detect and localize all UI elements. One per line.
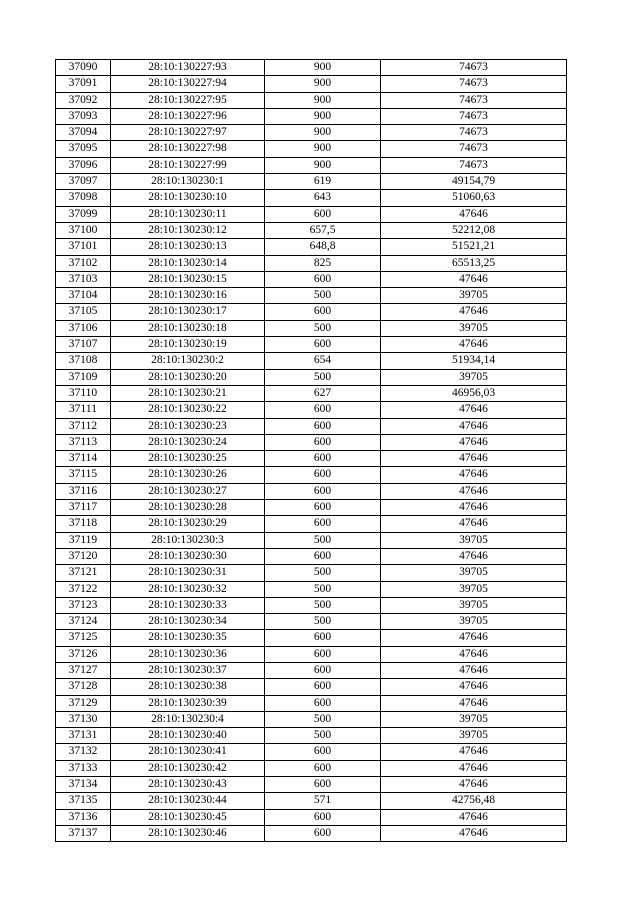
value-cell: 74673 — [381, 141, 567, 157]
area-cell: 600 — [265, 500, 381, 516]
row-number-cell: 37099 — [56, 206, 111, 222]
area-cell: 648,8 — [265, 239, 381, 255]
table-row — [56, 581, 567, 597]
value-cell: 47646 — [381, 744, 567, 760]
cadastral-number-cell: 28:10:130230:11 — [111, 206, 265, 222]
area-cell: 657,5 — [265, 222, 381, 238]
value-cell: 51934,14 — [381, 353, 567, 369]
table-row — [56, 646, 567, 662]
value-cell: 74673 — [381, 157, 567, 173]
area-cell: 900 — [265, 157, 381, 173]
value-cell: 65513,25 — [381, 255, 567, 271]
value-cell: 39705 — [381, 288, 567, 304]
table-row — [56, 337, 567, 353]
table-row — [56, 125, 567, 141]
row-number-cell: 37091 — [56, 76, 111, 92]
table-row — [56, 679, 567, 695]
value-cell: 74673 — [381, 108, 567, 124]
table-row — [56, 760, 567, 776]
area-cell: 654 — [265, 353, 381, 369]
row-number-cell: 37130 — [56, 711, 111, 727]
row-number-cell: 37128 — [56, 679, 111, 695]
row-number-cell: 37122 — [56, 581, 111, 597]
cadastral-number-cell: 28:10:130230:32 — [111, 581, 265, 597]
table-row — [56, 271, 567, 287]
value-cell: 74673 — [381, 92, 567, 108]
cadastral-number-cell: 28:10:130230:40 — [111, 728, 265, 744]
cadastral-number-cell: 28:10:130230:18 — [111, 320, 265, 336]
row-number-cell: 37096 — [56, 157, 111, 173]
table-row — [56, 744, 567, 760]
area-cell: 600 — [265, 646, 381, 662]
table-row — [56, 288, 567, 304]
cadastral-number-cell: 28:10:130230:23 — [111, 418, 265, 434]
value-cell: 47646 — [381, 695, 567, 711]
row-number-cell: 37112 — [56, 418, 111, 434]
value-cell: 47646 — [381, 337, 567, 353]
area-cell: 900 — [265, 60, 381, 76]
row-number-cell: 37106 — [56, 320, 111, 336]
cadastral-number-cell: 28:10:130230:24 — [111, 434, 265, 450]
cadastral-number-cell: 28:10:130230:28 — [111, 500, 265, 516]
row-number-cell: 37129 — [56, 695, 111, 711]
cadastral-number-cell: 28:10:130227:99 — [111, 157, 265, 173]
table-row — [56, 695, 567, 711]
cadastral-number-cell: 28:10:130230:38 — [111, 679, 265, 695]
value-cell: 47646 — [381, 825, 567, 841]
value-cell: 51521,21 — [381, 239, 567, 255]
row-number-cell: 37134 — [56, 777, 111, 793]
row-number-cell: 37120 — [56, 548, 111, 564]
area-cell: 600 — [265, 744, 381, 760]
registry-table-body — [56, 60, 567, 842]
area-cell: 500 — [265, 581, 381, 597]
area-cell: 500 — [265, 711, 381, 727]
row-number-cell: 37137 — [56, 825, 111, 841]
value-cell: 39705 — [381, 597, 567, 613]
area-cell: 900 — [265, 141, 381, 157]
cadastral-number-cell: 28:10:130227:97 — [111, 125, 265, 141]
area-cell: 600 — [265, 337, 381, 353]
cadastral-number-cell: 28:10:130230:21 — [111, 385, 265, 401]
area-cell: 900 — [265, 125, 381, 141]
row-number-cell: 37104 — [56, 288, 111, 304]
area-cell: 600 — [265, 809, 381, 825]
cadastral-number-cell: 28:10:130230:33 — [111, 597, 265, 613]
value-cell: 74673 — [381, 76, 567, 92]
table-row — [56, 809, 567, 825]
cadastral-number-cell: 28:10:130230:12 — [111, 222, 265, 238]
row-number-cell: 37123 — [56, 597, 111, 613]
area-cell: 900 — [265, 76, 381, 92]
cadastral-number-cell: 28:10:130230:17 — [111, 304, 265, 320]
area-cell: 900 — [265, 92, 381, 108]
cadastral-number-cell: 28:10:130230:10 — [111, 190, 265, 206]
row-number-cell: 37117 — [56, 500, 111, 516]
cadastral-number-cell: 28:10:130227:95 — [111, 92, 265, 108]
value-cell: 39705 — [381, 532, 567, 548]
cadastral-number-cell: 28:10:130230:22 — [111, 402, 265, 418]
area-cell: 500 — [265, 532, 381, 548]
row-number-cell: 37108 — [56, 353, 111, 369]
row-number-cell: 37124 — [56, 614, 111, 630]
value-cell: 47646 — [381, 402, 567, 418]
value-cell: 39705 — [381, 581, 567, 597]
area-cell: 600 — [265, 679, 381, 695]
value-cell: 47646 — [381, 809, 567, 825]
cadastral-number-cell: 28:10:130230:29 — [111, 516, 265, 532]
area-cell: 500 — [265, 369, 381, 385]
cadastral-number-cell: 28:10:130230:16 — [111, 288, 265, 304]
row-number-cell: 37133 — [56, 760, 111, 776]
area-cell: 600 — [265, 695, 381, 711]
row-number-cell: 37103 — [56, 271, 111, 287]
table-row — [56, 92, 567, 108]
row-number-cell: 37098 — [56, 190, 111, 206]
table-row — [56, 402, 567, 418]
row-number-cell: 37111 — [56, 402, 111, 418]
area-cell: 600 — [265, 760, 381, 776]
table-row — [56, 630, 567, 646]
table-row — [56, 320, 567, 336]
row-number-cell: 37095 — [56, 141, 111, 157]
area-cell: 600 — [265, 777, 381, 793]
row-number-cell: 37090 — [56, 60, 111, 76]
value-cell: 39705 — [381, 711, 567, 727]
cadastral-number-cell: 28:10:130230:3 — [111, 532, 265, 548]
value-cell: 39705 — [381, 614, 567, 630]
cadastral-number-cell: 28:10:130227:93 — [111, 60, 265, 76]
row-number-cell: 37101 — [56, 239, 111, 255]
table-row — [56, 255, 567, 271]
value-cell: 47646 — [381, 467, 567, 483]
area-cell: 600 — [265, 206, 381, 222]
row-number-cell: 37107 — [56, 337, 111, 353]
cadastral-number-cell: 28:10:130230:2 — [111, 353, 265, 369]
row-number-cell: 37126 — [56, 646, 111, 662]
row-number-cell: 37118 — [56, 516, 111, 532]
cadastral-number-cell: 28:10:130230:20 — [111, 369, 265, 385]
cadastral-number-cell: 28:10:130230:4 — [111, 711, 265, 727]
table-row — [56, 369, 567, 385]
cadastral-number-cell: 28:10:130230:27 — [111, 483, 265, 499]
row-number-cell: 37131 — [56, 728, 111, 744]
value-cell: 74673 — [381, 125, 567, 141]
value-cell: 39705 — [381, 320, 567, 336]
cadastral-number-cell: 28:10:130227:94 — [111, 76, 265, 92]
cadastral-number-cell: 28:10:130227:96 — [111, 108, 265, 124]
value-cell: 47646 — [381, 500, 567, 516]
area-cell: 600 — [265, 418, 381, 434]
table-row — [56, 793, 567, 809]
cadastral-number-cell: 28:10:130230:42 — [111, 760, 265, 776]
value-cell: 74673 — [381, 60, 567, 76]
table-row — [56, 614, 567, 630]
row-number-cell: 37097 — [56, 174, 111, 190]
value-cell: 47646 — [381, 418, 567, 434]
table-row — [56, 825, 567, 841]
area-cell: 600 — [265, 825, 381, 841]
value-cell: 47646 — [381, 777, 567, 793]
cadastral-number-cell: 28:10:130230:13 — [111, 239, 265, 255]
row-number-cell: 37116 — [56, 483, 111, 499]
area-cell: 619 — [265, 174, 381, 190]
area-cell: 500 — [265, 288, 381, 304]
table-row — [56, 206, 567, 222]
area-cell: 600 — [265, 483, 381, 499]
row-number-cell: 37092 — [56, 92, 111, 108]
row-number-cell: 37132 — [56, 744, 111, 760]
value-cell: 42756,48 — [381, 793, 567, 809]
table-row — [56, 662, 567, 678]
cadastral-number-cell: 28:10:130230:41 — [111, 744, 265, 760]
row-number-cell: 37125 — [56, 630, 111, 646]
table-row — [56, 353, 567, 369]
cadastral-number-cell: 28:10:130230:31 — [111, 565, 265, 581]
table-row — [56, 222, 567, 238]
value-cell: 47646 — [381, 516, 567, 532]
value-cell: 47646 — [381, 451, 567, 467]
area-cell: 600 — [265, 402, 381, 418]
area-cell: 600 — [265, 271, 381, 287]
table-row — [56, 385, 567, 401]
table-row — [56, 434, 567, 450]
area-cell: 600 — [265, 630, 381, 646]
value-cell: 51060,63 — [381, 190, 567, 206]
value-cell: 47646 — [381, 630, 567, 646]
table-row — [56, 467, 567, 483]
row-number-cell: 37094 — [56, 125, 111, 141]
cadastral-number-cell: 28:10:130230:43 — [111, 777, 265, 793]
area-cell: 500 — [265, 614, 381, 630]
row-number-cell: 37110 — [56, 385, 111, 401]
row-number-cell: 37115 — [56, 467, 111, 483]
table-row — [56, 190, 567, 206]
area-cell: 500 — [265, 565, 381, 581]
value-cell: 39705 — [381, 728, 567, 744]
cadastral-number-cell: 28:10:130230:14 — [111, 255, 265, 271]
table-row — [56, 711, 567, 727]
cadastral-number-cell: 28:10:130230:35 — [111, 630, 265, 646]
row-number-cell: 37102 — [56, 255, 111, 271]
value-cell: 39705 — [381, 369, 567, 385]
table-row — [56, 548, 567, 564]
cadastral-number-cell: 28:10:130230:15 — [111, 271, 265, 287]
area-cell: 643 — [265, 190, 381, 206]
table-row — [56, 516, 567, 532]
table-row — [56, 239, 567, 255]
table-row — [56, 565, 567, 581]
value-cell: 47646 — [381, 679, 567, 695]
area-cell: 500 — [265, 728, 381, 744]
value-cell: 49154,79 — [381, 174, 567, 190]
value-cell: 47646 — [381, 760, 567, 776]
row-number-cell: 37135 — [56, 793, 111, 809]
area-cell: 500 — [265, 320, 381, 336]
row-number-cell: 37109 — [56, 369, 111, 385]
cadastral-number-cell: 28:10:130230:25 — [111, 451, 265, 467]
row-number-cell: 37114 — [56, 451, 111, 467]
table-row — [56, 777, 567, 793]
value-cell: 47646 — [381, 434, 567, 450]
value-cell: 39705 — [381, 565, 567, 581]
table-row — [56, 141, 567, 157]
table-row — [56, 108, 567, 124]
cadastral-number-cell: 28:10:130230:36 — [111, 646, 265, 662]
area-cell: 600 — [265, 548, 381, 564]
table-row — [56, 451, 567, 467]
cadastral-number-cell: 28:10:130230:1 — [111, 174, 265, 190]
cadastral-number-cell: 28:10:130230:30 — [111, 548, 265, 564]
registry-table — [55, 59, 567, 842]
value-cell: 47646 — [381, 548, 567, 564]
cadastral-number-cell: 28:10:130230:19 — [111, 337, 265, 353]
value-cell: 46956,03 — [381, 385, 567, 401]
area-cell: 600 — [265, 662, 381, 678]
table-row — [56, 597, 567, 613]
area-cell: 600 — [265, 516, 381, 532]
value-cell: 47646 — [381, 271, 567, 287]
value-cell: 52212,08 — [381, 222, 567, 238]
row-number-cell: 37136 — [56, 809, 111, 825]
table-row — [56, 304, 567, 320]
table-row — [56, 418, 567, 434]
cadastral-number-cell: 28:10:130230:37 — [111, 662, 265, 678]
cadastral-number-cell: 28:10:130230:46 — [111, 825, 265, 841]
value-cell: 47646 — [381, 662, 567, 678]
area-cell: 500 — [265, 597, 381, 613]
table-row — [56, 60, 567, 76]
area-cell: 600 — [265, 434, 381, 450]
row-number-cell: 37119 — [56, 532, 111, 548]
area-cell: 600 — [265, 467, 381, 483]
cadastral-number-cell: 28:10:130230:34 — [111, 614, 265, 630]
area-cell: 571 — [265, 793, 381, 809]
value-cell: 47646 — [381, 483, 567, 499]
cadastral-number-cell: 28:10:130230:44 — [111, 793, 265, 809]
cadastral-number-cell: 28:10:130230:45 — [111, 809, 265, 825]
table-row — [56, 174, 567, 190]
area-cell: 627 — [265, 385, 381, 401]
value-cell: 47646 — [381, 304, 567, 320]
row-number-cell: 37127 — [56, 662, 111, 678]
row-number-cell: 37093 — [56, 108, 111, 124]
table-row — [56, 728, 567, 744]
area-cell: 600 — [265, 451, 381, 467]
cadastral-number-cell: 28:10:130227:98 — [111, 141, 265, 157]
row-number-cell: 37105 — [56, 304, 111, 320]
table-row — [56, 76, 567, 92]
row-number-cell: 37100 — [56, 222, 111, 238]
row-number-cell: 37113 — [56, 434, 111, 450]
table-row — [56, 532, 567, 548]
value-cell: 47646 — [381, 646, 567, 662]
area-cell: 900 — [265, 108, 381, 124]
area-cell: 600 — [265, 304, 381, 320]
value-cell: 47646 — [381, 206, 567, 222]
table-row — [56, 483, 567, 499]
row-number-cell: 37121 — [56, 565, 111, 581]
table-row — [56, 157, 567, 173]
area-cell: 825 — [265, 255, 381, 271]
cadastral-number-cell: 28:10:130230:39 — [111, 695, 265, 711]
table-row — [56, 500, 567, 516]
cadastral-number-cell: 28:10:130230:26 — [111, 467, 265, 483]
